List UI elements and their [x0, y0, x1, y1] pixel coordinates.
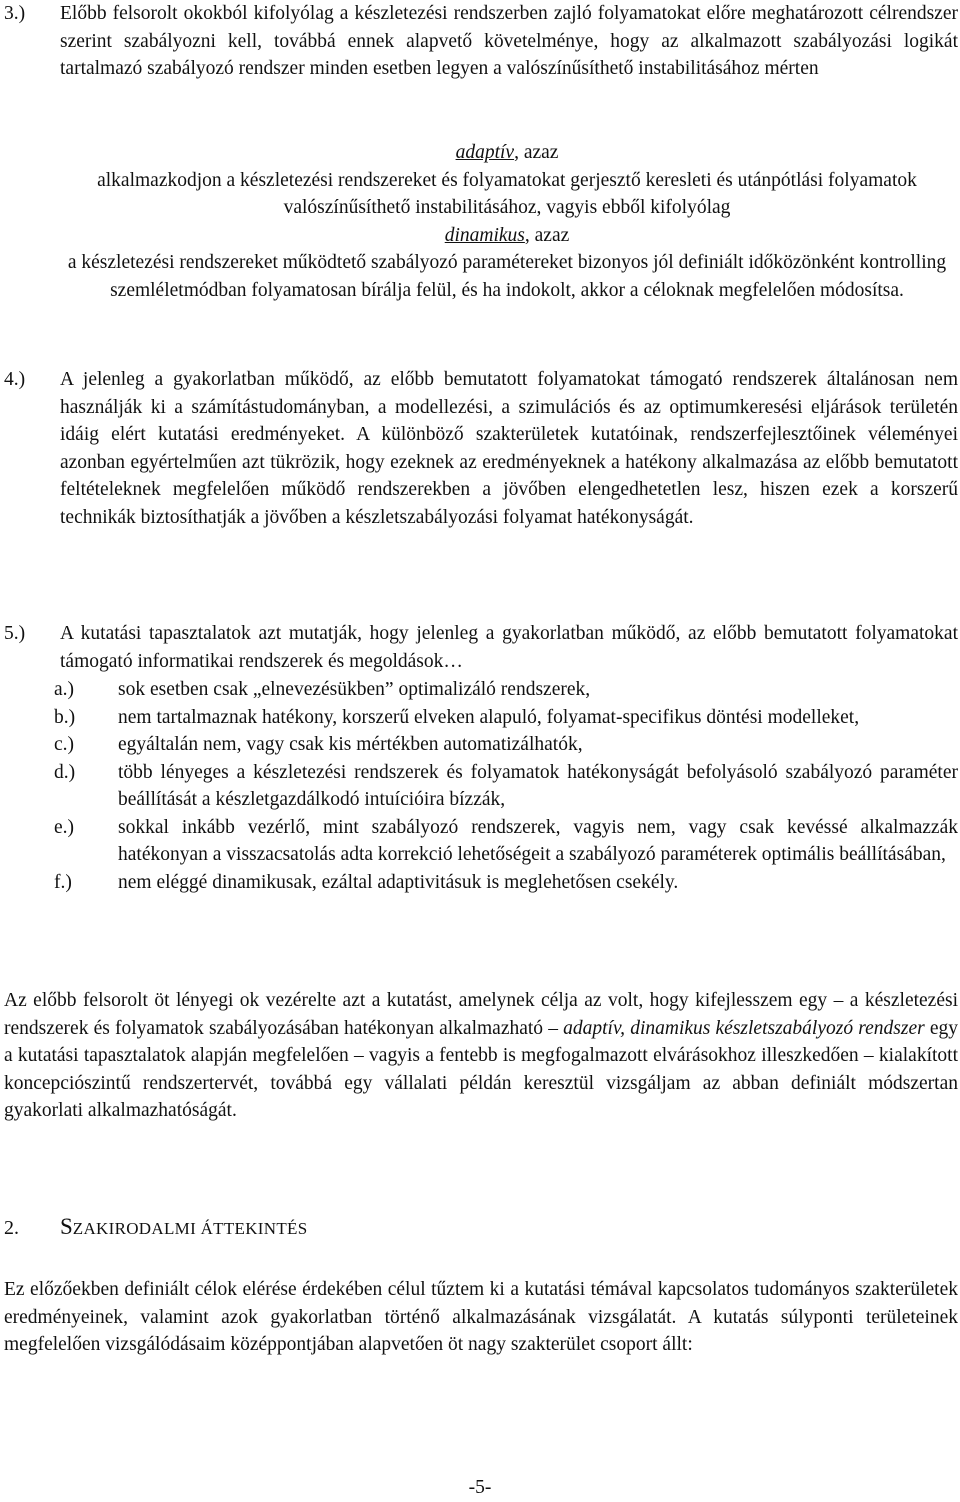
list-item: [4, 759, 958, 814]
term-adaptive-line: [62, 139, 952, 167]
list-item: [4, 731, 958, 759]
list-item-label: a.): [54, 679, 75, 700]
item-3-number: 3.): [4, 3, 26, 24]
section-title-initial: S: [60, 1214, 73, 1239]
list-item-text: több lényeges a készletezési rendszerek és folyamatok hatékonyságát befolyásoló szabályozó paraméter beállítását a készletgazdálkodó intuícióira bízzák,: [118, 761, 958, 810]
list-item-label: d.): [54, 761, 76, 783]
list-item-text: sok esetben csak „elnevezésükben” optimalizáló rendszerek,: [118, 679, 591, 700]
item-5: [4, 620, 958, 675]
section-title-rest: ZAKIRODALMI ÁTTEKINTÉS: [72, 1219, 308, 1238]
list-item-label: f.): [54, 871, 72, 893]
list-item-label: b.): [54, 706, 76, 728]
term-adaptive-suffix: , azaz: [514, 142, 559, 163]
list-item-label: e.): [54, 816, 75, 838]
list-item: [4, 704, 958, 732]
page-number: -5-: [468, 1477, 492, 1498]
item-3-intro: Előbb felsorolt okokból kifolyólag a készletezési rendszerben zajló folyamatokat előre meghatározott célrendszer szerint szabályozni kell, továbbá ennek alapvető követelménye, hogy az alkalmazott szabályozási logikát tartalmazó szabályozó rendszer minden esetben legyen a valószínűsíthető instabilitásához mérten: [60, 3, 958, 79]
item-4-text: A jelenleg a gyakorlatban működő, az előbb bemutatott folyamatokat támogató rendszerek általánosan nem használják ki a számítástudományban, a modellezési, a szimulációs és az optimumkeresési eljárások területén idáig elért kutatási eredményeket. A különböző szakterületek kutatóinak, rendszerfejlesztőinek véleményei azonban egyértelműen azt tükrözik, hogy ezeknek az eredményeknek a hatékony alkalmazása az előbb bemutatott feltételeknek megfelelően működő rendszerekben a jövőben elengedhetetlen lesz, hiszen ezek a korszerű technikák biztosíthatják a jövőben a készletszabályozási folyamat hatékonyságát.: [60, 369, 958, 528]
term-adaptive-description: alkalmazkodjon a készletezési rendszereket és folyamatokat gerjesztő keresleti és utánpótlási folyamatok valószínűsíthető instabilitásához, vagyis ebből kifolyólag: [97, 169, 917, 218]
item-5-number: 5.): [4, 623, 26, 644]
list-item-text: sokkal inkább vezérlő, mint szabályozó rendszerek, vagyis nem, vagy csak kevéssé alkalmazzák hatékonyan a visszacsatolás adta korrekció lehetőségeit a szabályozó paraméterek optimális beállításában,: [118, 816, 958, 865]
list-item: [4, 814, 958, 869]
list-item-text: egyáltalán nem, vagy csak kis mértékben automatizálhatók,: [118, 734, 583, 755]
term-adaptive: adaptív: [455, 142, 515, 163]
section-number: 2.: [4, 1217, 19, 1239]
term-dynamic-line: [62, 222, 952, 250]
item-4-number: 4.): [4, 369, 26, 390]
conclusion-paragraph: [4, 987, 958, 1125]
item-3-term-block: [62, 139, 952, 304]
list-item-label: c.): [54, 734, 75, 755]
term-dynamic-suffix: , azaz: [524, 224, 570, 246]
term-dynamic-description: a készletezési rendszereket működtető szabályozó paramétereket bizonyos jól definiált időközönként kontrolling szemléletmódban folyamatosan bírálja felül, és ha indokolt, akkor a céloknak megfelelően módosítsa.: [67, 252, 947, 301]
section-paragraph: Ez előzőekben definiált célok elérése érdekében célul tűztem ki a kutatási témával kapcsolatos tudományos szakterületek eredményeinek, valamint azok gyakorlatban történő alkalmazásának vizsgálatát. A kutatás súlyponti területeinek megfelelően vizsgálódásaim középpontjában alapvetően öt nagy szakterület csoport állt:: [4, 1279, 958, 1355]
term-dynamic: dinamikus: [444, 224, 525, 246]
item-3: [4, 0, 958, 83]
conclusion-part-2: egy a kutatási tapasztalatok alapján megfelelően – vagyis a fentebb is megfogalmazott elvárásokhoz illeszkedően – kialakított koncepciószintű rendszertervét, továbbá egy vállalati példán keresztül vizsgáljam az abban definiált módszertan gyakorlati alkalmazhatóságát.: [4, 1017, 959, 1121]
item-5-sublist: [4, 676, 958, 896]
list-item: [4, 676, 958, 704]
item-4: [4, 366, 958, 531]
item-5-text: A kutatási tapasztalatok azt mutatják, hogy jelenleg a gyakorlatban működő, az előbb bemutatott folyamatokat támogató informatikai rendszerek és megoldások…: [60, 623, 958, 672]
list-item-text: nem eléggé dinamikusak, ezáltal adaptivitásuk is meglehetősen csekély.: [118, 871, 679, 893]
conclusion-italic-term: adaptív, dinamikus készletszabályozó rendszer: [563, 1017, 925, 1039]
list-item: [4, 869, 958, 897]
list-item-text: nem tartalmaznak hatékony, korszerű elveken alapuló, folyamat-specifikus döntési modelleket,: [118, 706, 860, 728]
conclusion-part-1: Az előbb felsorolt öt lényegi ok vezérelte azt a kutatást, amelynek célja az volt, hogy kifejlesszem egy – a készletezési rendszerek és folyamatok szabályozásában hatékonyan alkalmazható –: [4, 990, 958, 1039]
section-heading: [4, 1213, 307, 1243]
